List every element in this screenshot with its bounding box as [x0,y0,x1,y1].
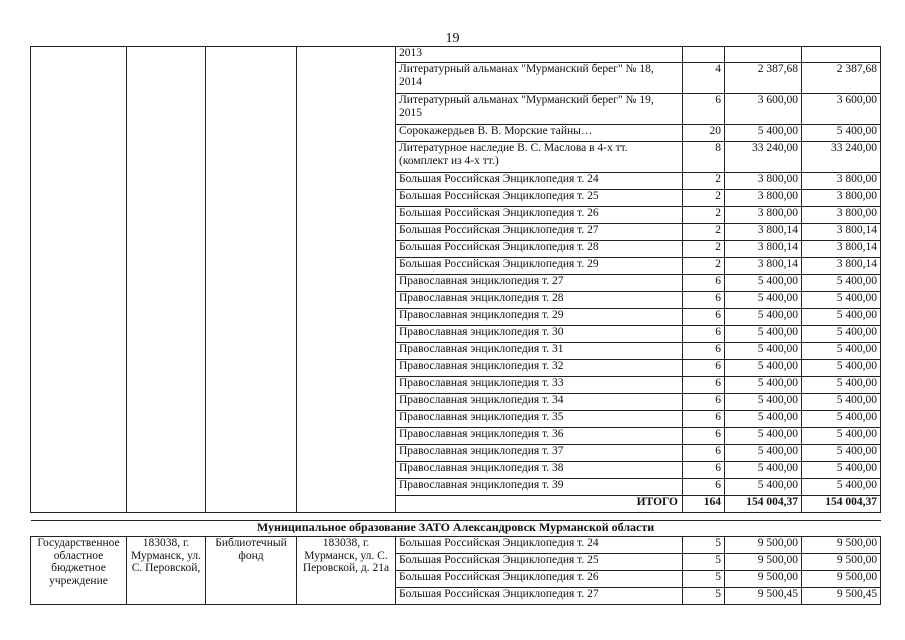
recipient-type: Государственное областное бюджетное учреждение [31,537,127,605]
item-total: 5 400,00 [802,479,881,496]
item-count: 20 [683,125,725,142]
item-total: 3 800,14 [802,241,881,258]
item-total: 9 500,00 [802,571,881,588]
table-row [31,47,881,63]
item-title: Литературный альманах "Мурманский берег" № 18, 2014 [396,63,683,94]
item-title: Православная энциклопедия т. 29 [396,309,683,326]
item-total: 9 500,00 [802,537,881,554]
item-count [683,47,725,63]
item-title: 2013 [396,47,683,63]
item-price: 5 400,00 [725,377,802,394]
item-price: 3 800,14 [725,241,802,258]
item-total: 3 800,00 [802,207,881,224]
item-title: Большая Российская Энциклопедия т. 24 [396,537,683,554]
item-price: 3 800,00 [725,173,802,190]
item-title: Православная энциклопедия т. 28 [396,292,683,309]
item-price: 5 400,00 [725,479,802,496]
item-total: 5 400,00 [802,326,881,343]
item-price: 5 400,00 [725,343,802,360]
item-total: 9 500,00 [802,554,881,571]
item-count: 6 [683,292,725,309]
fund-name: Библиотечный фонд [206,537,297,605]
location-address: 183038, г. Мурманск, ул. С. Перовской, д. 21а [297,537,396,605]
total-price: 154 004,37 [725,496,802,513]
item-count: 6 [683,309,725,326]
total-label: ИТОГО [396,496,683,513]
item-total: 3 800,00 [802,173,881,190]
item-title: Большая Российская Энциклопедия т. 28 [396,241,683,258]
item-total: 5 400,00 [802,125,881,142]
item-price: 9 500,00 [725,571,802,588]
item-title: Литературный альманах "Мурманский берег" № 19, 2015 [396,94,683,125]
item-count: 6 [683,94,725,125]
item-price: 5 400,00 [725,309,802,326]
item-price: 5 400,00 [725,125,802,142]
empty-merged-cells [127,47,206,513]
item-price: 3 800,00 [725,207,802,224]
item-total: 5 400,00 [802,377,881,394]
item-count: 5 [683,537,725,554]
municipality-table [30,520,881,605]
item-total [802,47,881,63]
item-total: 5 400,00 [802,292,881,309]
item-count: 4 [683,63,725,94]
item-total: 3 800,14 [802,224,881,241]
total-count: 164 [683,496,725,513]
item-title: Православная энциклопедия т. 37 [396,445,683,462]
item-price: 3 800,00 [725,190,802,207]
item-title: Православная энциклопедия т. 39 [396,479,683,496]
item-price: 5 400,00 [725,428,802,445]
item-price: 9 500,00 [725,554,802,571]
item-total: 9 500,45 [802,588,881,605]
inventory-table [30,46,881,513]
item-price: 5 400,00 [725,292,802,309]
item-total: 3 600,00 [802,94,881,125]
item-count: 6 [683,377,725,394]
item-count: 6 [683,326,725,343]
item-count: 2 [683,207,725,224]
item-total: 33 240,00 [802,142,881,173]
item-count: 2 [683,190,725,207]
item-count: 6 [683,428,725,445]
item-price: 5 400,00 [725,411,802,428]
item-count: 6 [683,360,725,377]
item-count: 6 [683,445,725,462]
item-total: 5 400,00 [802,275,881,292]
item-price: 5 400,00 [725,275,802,292]
item-title: Православная энциклопедия т. 31 [396,343,683,360]
item-count: 8 [683,142,725,173]
item-count: 2 [683,258,725,275]
item-price: 3 800,14 [725,258,802,275]
item-total: 3 800,14 [802,258,881,275]
item-price: 5 400,00 [725,445,802,462]
item-price: 3 600,00 [725,94,802,125]
item-count: 2 [683,173,725,190]
recipient-address: 183038, г. Мурманск, ул. С. Перовской, [127,537,206,605]
item-price: 5 400,00 [725,462,802,479]
item-total: 5 400,00 [802,462,881,479]
item-total: 5 400,00 [802,411,881,428]
empty-merged-cells [31,47,127,513]
item-count: 5 [683,588,725,605]
item-title: Сорокажердьев В. В. Морские тайны… [396,125,683,142]
item-price: 5 400,00 [725,394,802,411]
item-title: Православная энциклопедия т. 38 [396,462,683,479]
item-total: 5 400,00 [802,445,881,462]
item-count: 6 [683,479,725,496]
item-total: 3 800,00 [802,190,881,207]
item-count: 6 [683,343,725,360]
item-price [725,47,802,63]
item-count: 6 [683,394,725,411]
item-total: 5 400,00 [802,394,881,411]
item-title: Литературное наследие В. С. Маслова в 4-х тт. (комплект из 4-х тт.) [396,142,683,173]
item-title: Большая Российская Энциклопедия т. 26 [396,207,683,224]
empty-merged-cells [297,47,396,513]
item-price: 9 500,45 [725,588,802,605]
item-price: 2 387,68 [725,63,802,94]
item-title: Большая Российская Энциклопедия т. 27 [396,224,683,241]
item-count: 2 [683,241,725,258]
item-title: Православная энциклопедия т. 35 [396,411,683,428]
item-title: Большая Российская Энциклопедия т. 24 [396,173,683,190]
item-count: 5 [683,554,725,571]
item-price: 33 240,00 [725,142,802,173]
item-title: Православная энциклопедия т. 32 [396,360,683,377]
item-title: Большая Российская Энциклопедия т. 25 [396,190,683,207]
total-sum: 154 004,37 [802,496,881,513]
item-title: Православная энциклопедия т. 27 [396,275,683,292]
item-total: 5 400,00 [802,360,881,377]
item-price: 5 400,00 [725,326,802,343]
table-row [31,537,881,554]
item-title: Большая Российская Энциклопедия т. 29 [396,258,683,275]
item-price: 3 800,14 [725,224,802,241]
item-title: Православная энциклопедия т. 30 [396,326,683,343]
item-title: Православная энциклопедия т. 34 [396,394,683,411]
item-total: 2 387,68 [802,63,881,94]
item-total: 5 400,00 [802,309,881,326]
item-count: 6 [683,275,725,292]
item-title: Большая Российская Энциклопедия т. 25 [396,554,683,571]
item-title: Православная энциклопедия т. 36 [396,428,683,445]
item-count: 6 [683,462,725,479]
municipality-title: Муниципальное образование ЗАТО Александровск Мурманской области [31,521,881,537]
item-total: 5 400,00 [802,428,881,445]
item-title: Большая Российская Энциклопедия т. 27 [396,588,683,605]
item-count: 5 [683,571,725,588]
item-count: 6 [683,411,725,428]
item-title: Большая Российская Энциклопедия т. 26 [396,571,683,588]
item-count: 2 [683,224,725,241]
page-number: 19 [445,31,460,46]
item-price: 9 500,00 [725,537,802,554]
item-title: Православная энциклопедия т. 33 [396,377,683,394]
item-total: 5 400,00 [802,343,881,360]
empty-merged-cells [206,47,297,513]
item-price: 5 400,00 [725,360,802,377]
